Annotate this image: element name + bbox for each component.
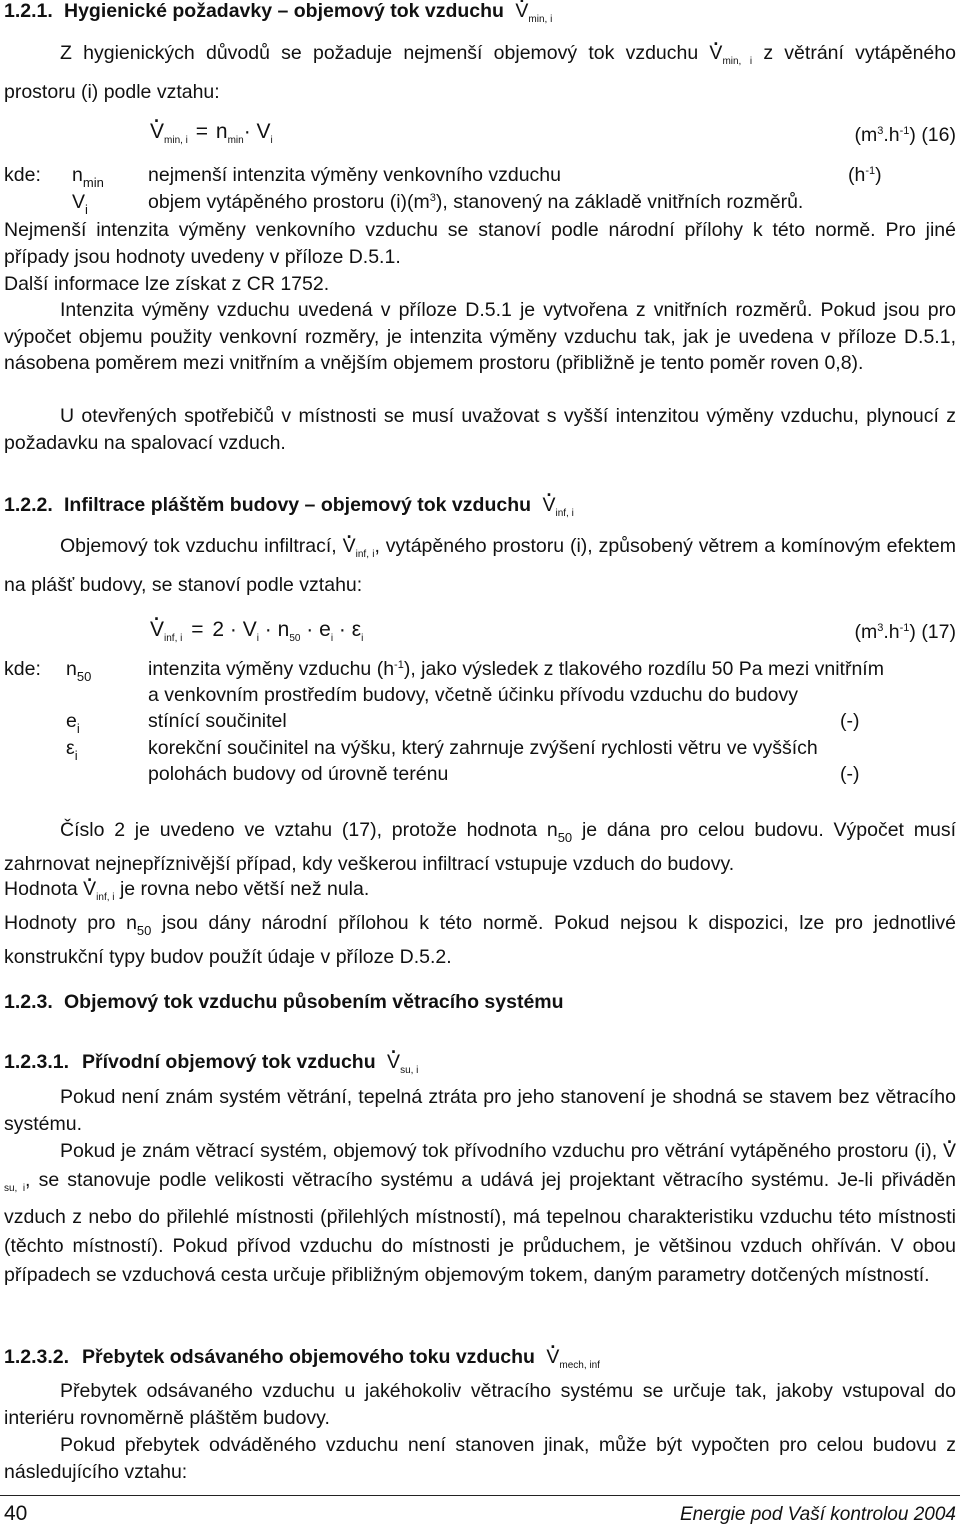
definition-e-i: stínící součinitel	[148, 710, 287, 732]
symbol-n-50: $n_{50}$	[66, 658, 92, 684]
section-number: 1.2.3.2.	[4, 1346, 70, 1368]
equation-17: . $V_{inf, i} = 2 \cdot V_i \cdot n_{50} \cdot e_i \cdot \varepsilon_i$	[150, 618, 363, 644]
symbol-epsilon-i: $\varepsilon_i$	[66, 737, 78, 763]
page-number: 40	[4, 1502, 28, 1525]
paragraph-intro: Z hygienických důvodů se požaduje nejmenší objemový tok vzduchu . $V_{min, i}$ z větrání vytápěného prostoru (i) podle vztahu:	[4, 38, 956, 107]
symbol-v: . V	[709, 38, 722, 68]
paragraph-n50-values: Hodnoty pro $n_{50}$ jsou dány národní přílohou k této normě. Pokud nejsou k dispozici, lze pro jednotlivé konstrukční typy budov použít údaje v příloze D.5.2.	[4, 912, 957, 968]
definition-epsilon-i: korekční součinitel na výšku, který zahrnuje zvýšení rychlosti větru ve vyšších	[148, 737, 818, 759]
section-heading-1-2-3-1	[4, 1051, 418, 1076]
where-label: kde:	[4, 164, 41, 186]
paragraph-excess-exhaust: Přebytek odsávaného vzduchu u jakéhokoliv větracího systému se určuje tak, jakoby vstupoval do interiéru rovnoměrně pláštěm budovy.	[4, 1380, 956, 1429]
definition-n-50: intenzita výměny vzduchu $(h^{-1})$, jako výsledek z tlakového rozdílu 50 Pa mezi vnitřním	[148, 658, 884, 680]
equation-17-unit: $(m^3.h^{-1})$ (17)	[854, 621, 956, 643]
symbol-v-su-i: . $V_{su, i}$	[387, 1051, 418, 1073]
section-number: 1.2.3.1.	[4, 1051, 70, 1073]
equation-16-unit: $(m^3.h^{-1})$ (16)	[854, 124, 956, 146]
definition-v-i: objem vytápěného prostoru $(i)(m^3)$, stanovený na základě vnitřních rozměrů.	[148, 191, 804, 213]
where-label: kde:	[4, 658, 41, 680]
definition-epsilon-i-cont: polohách budovy od úrovně terénu	[148, 763, 449, 785]
section-number: 1.2.1.	[4, 0, 53, 22]
paragraph-national-annex: Nejmenší intenzita výměny venkovního vzduchu se stanoví podle národní přílohy k této normě. Pro jiné případy jsou hodnoty uvedeny v příloze D.5.1.	[4, 219, 956, 268]
unit-e-i: (-)	[840, 710, 860, 732]
definition-n-min: nejmenší intenzita výměny venkovního vzduchu	[148, 164, 561, 186]
paragraph-internal-dimensions: Intenzita výměny vzduchu uvedená v příloze D.5.1 je vytvořena z vnitřních rozměrů. Pokud jsou pro výpočet objemu použity venkovní rozměry, je intenzita výměny vzduchu tak, jak je uvedena v příloze D.5.1, násobena poměrem mezi vnitřním a vnějším objemem prostoru (přibližně je tento poměr roven 0,8).	[4, 299, 956, 374]
equation-16: . $V_{min, i} = n_{min}\cdot V_i$	[150, 120, 273, 146]
section-title: Infiltrace pláštěm budovy – objemový tok vzduchu	[64, 494, 532, 516]
symbol-v-mech-inf: . $V_{mech, inf}$	[546, 1346, 600, 1368]
section-number: 1.2.3.	[4, 991, 53, 1013]
section-heading-1-2-1	[4, 0, 552, 25]
section-title: Hygienické požadavky – objemový tok vzduchu	[64, 0, 504, 22]
section-title: Objemový tok vzduchu působením větracího systému	[64, 991, 564, 1013]
unit-n-min: $(h^{-1})$	[848, 164, 882, 186]
section-title: Přívodní objemový tok vzduchu	[82, 1051, 376, 1073]
symbol-v-i: $V_i$	[72, 191, 88, 217]
symbol-v-min-i: . $V_{min, i}$	[515, 0, 552, 22]
paragraph-known-system: Pokud je znám větrací systém, objemový tok přívodního vzduchu pro větrání vytápěného prostoru (i), . $V_{su, i}$, se stanovuje podle velikosti větracího systému a udává jej projektant větracího systému. Je-li přiváděn vzduch z nebo do přilehlé místnosti (přilehlých místností), má tepelnou charakteristiku vzduchu této místnosti (těchto místností). Pokud přívod vzduchu do místnosti je průduchem, je většinou vzduch ohříván. V obou případech se vzduchová cesta určuje přibližným objemovým tokem, daným parametry dotčených místností.	[4, 1137, 956, 1290]
section-heading-1-2-2	[4, 494, 574, 519]
symbol-v-inf-i: . $V_{inf, i}$	[542, 494, 573, 516]
paragraph-infiltration: Objemový tok vzduchu infiltrací, . $V_{inf, i}$, vytápěného prostoru (i), způsobený větrem a komínovým efektem na plášť budovy, se stanoví podle vztahu:	[4, 531, 956, 601]
paragraph-number-two: Číslo 2 je uvedeno ve vztahu (17), protože hodnota $n_{50}$ je dána pro celou budovu. Výpočet musí zahrnovat nejnepříznivější případ, kdy veškerou infiltrací vstupuje vzduch do budovy.	[4, 819, 957, 875]
paragraph-open-appliances: U otevřených spotřebičů v místnosti se musí uvažovat s vyšší intenzitou výměny vzduchu, plynoucí z požadavku na spalovací vzduch.	[4, 405, 956, 454]
section-title: Přebytek odsávaného objemového toku vzduchu	[82, 1346, 535, 1368]
definition-n-50-cont: a venkovním prostředím budovy, včetně účinku přívodu vzduchu do budovy	[148, 684, 799, 706]
section-number: 1.2.2.	[4, 494, 53, 516]
symbol-n-min: $n_{min}$	[72, 164, 104, 190]
section-heading-1-2-3-2	[4, 1346, 600, 1371]
paragraph-excess-calc: Pokud přebytek odváděného vzduchu není stanoven jinak, může být vypočten pro celou budovu z následujícího vztahu:	[4, 1434, 956, 1483]
publication-title: Energie pod Vaší kontrolou 2004	[679, 1504, 956, 1525]
paragraph-unknown-system: Pokud není znám systém větrání, tepelná ztráta pro jeho stanovení je shodná se stavem bez větracího systému.	[4, 1086, 956, 1135]
symbol-e-i: $e_i$	[66, 710, 80, 736]
paragraph-cr1752: Další informace lze získat z CR 1752.	[4, 273, 330, 295]
unit-epsilon-i: (-)	[840, 763, 860, 785]
footer-rule	[0, 1495, 960, 1496]
section-heading-1-2-3	[4, 991, 564, 1014]
paragraph-value-nonnegative: Hodnota . $V_{inf, i}$ je rovna nebo větší než nula.	[4, 876, 956, 912]
